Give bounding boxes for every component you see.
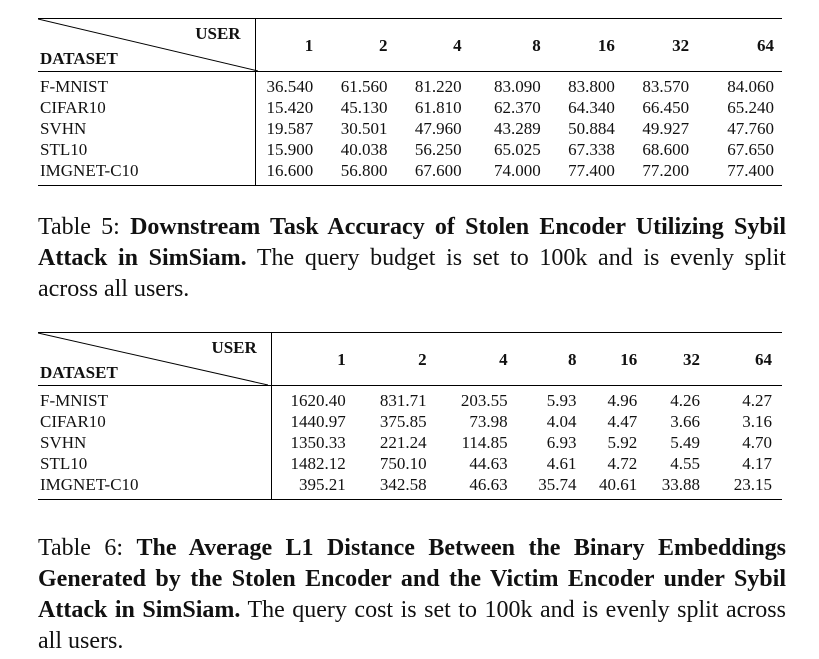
table-row <box>38 139 782 160</box>
cell: 56.250 <box>414 140 462 159</box>
cell: 68.600 <box>642 140 690 159</box>
cell: 4.04 <box>546 412 577 431</box>
table-6-caption <box>38 533 786 657</box>
cell: 831.71 <box>379 391 427 410</box>
col-header: 64 <box>755 349 772 369</box>
cell: 5.49 <box>670 433 700 452</box>
user-header: USER <box>195 24 241 43</box>
cell: 3.66 <box>670 412 700 431</box>
cell: 67.338 <box>568 140 615 159</box>
cell: 77.200 <box>642 161 690 180</box>
cell: 33.88 <box>661 475 700 494</box>
cell: 74.000 <box>493 161 541 180</box>
cell: 5.93 <box>546 391 577 410</box>
cell: 56.800 <box>340 161 388 180</box>
cell: 114.85 <box>461 433 508 452</box>
cell: 5.92 <box>607 433 638 452</box>
table-row <box>38 453 782 474</box>
table-6 <box>38 332 782 500</box>
dataset-name: STL10 <box>38 139 255 160</box>
cell: 47.760 <box>727 119 774 138</box>
cell: 62.370 <box>493 98 541 117</box>
table-header-row <box>38 19 782 72</box>
col-header: 32 <box>682 349 700 369</box>
dataset-name: IMGNET-C10 <box>38 160 255 186</box>
col-header: 2 <box>378 35 388 55</box>
col-header: 2 <box>418 349 427 369</box>
cell: 375.85 <box>379 412 427 431</box>
header-corner-cell <box>38 333 271 386</box>
cell: 77.400 <box>568 161 615 180</box>
cell: 15.420 <box>266 98 314 117</box>
dataset-name: F-MNIST <box>38 386 271 412</box>
cell: 4.27 <box>742 391 772 410</box>
table-row <box>38 160 782 186</box>
caption-title: Downstream Task Accuracy of Stolen Encoder Utilizing Sybil Attack in SimSiam. <box>38 214 787 271</box>
cell: 40.61 <box>598 475 638 494</box>
cell: 67.650 <box>727 140 774 159</box>
cell: 1440.97 <box>290 412 346 431</box>
cell: 1482.12 <box>290 454 346 473</box>
table-row <box>38 118 782 139</box>
dataset-name: SVHN <box>38 118 255 139</box>
cell: 61.560 <box>340 77 388 96</box>
cell: 77.400 <box>727 161 774 180</box>
dataset-header: DATASET <box>40 49 118 68</box>
cell: 1620.40 <box>290 391 346 410</box>
cell: 45.130 <box>340 98 388 117</box>
cell: 64.340 <box>568 98 615 117</box>
cell: 83.800 <box>568 77 615 96</box>
cell: 35.74 <box>538 475 577 494</box>
cell: 30.501 <box>340 119 388 138</box>
table-row <box>38 72 782 98</box>
table-row <box>38 97 782 118</box>
cell: 50.884 <box>568 119 615 138</box>
col-header: 8 <box>567 349 577 369</box>
cell: 49.927 <box>642 119 690 138</box>
table-row <box>38 386 782 412</box>
table-row <box>38 411 782 432</box>
dataset-name: IMGNET-C10 <box>38 474 271 500</box>
user-header: USER <box>211 338 257 357</box>
dataset-name: F-MNIST <box>38 72 255 98</box>
caption-title: The Average L1 Distance Between the Binary Embeddings Generated by the Stolen Encoder and the Victim Encoder under Sybil Attack in SimSiam. <box>38 535 787 623</box>
cell: 83.570 <box>642 77 690 96</box>
table-5 <box>38 18 782 186</box>
caption-text: The query budget is set to 100k and is evenly split across all users. <box>38 245 786 302</box>
caption-text: The query cost is set to 100k and is evenly split across all users. <box>38 597 786 654</box>
cell: 16.600 <box>266 161 314 180</box>
caption-label: Table 6: <box>38 535 124 561</box>
cell: 3.16 <box>742 412 772 431</box>
cell: 40.038 <box>340 140 388 159</box>
col-header: 64 <box>757 35 774 55</box>
dataset-name: SVHN <box>38 432 271 453</box>
cell: 44.63 <box>469 454 508 473</box>
col-header: 8 <box>532 35 541 55</box>
cell: 47.960 <box>414 119 462 138</box>
cell: 203.55 <box>460 391 508 410</box>
cell: 4.17 <box>742 454 772 473</box>
col-header: 32 <box>672 35 690 55</box>
dataset-name: CIFAR10 <box>38 97 255 118</box>
col-header: 16 <box>597 35 615 55</box>
col-header: 16 <box>620 349 638 369</box>
dataset-name: CIFAR10 <box>38 411 271 432</box>
cell: 4.55 <box>670 454 700 473</box>
cell: 15.900 <box>266 140 314 159</box>
col-header: 4 <box>499 349 508 369</box>
cell: 81.220 <box>414 77 462 96</box>
cell: 83.090 <box>493 77 541 96</box>
table-5-caption <box>38 212 786 305</box>
cell: 36.540 <box>266 77 314 96</box>
dataset-header: DATASET <box>40 363 118 382</box>
cell: 4.72 <box>607 454 638 473</box>
cell: 4.26 <box>670 391 700 410</box>
cell: 395.21 <box>298 475 346 494</box>
cell: 4.47 <box>607 412 638 431</box>
cell: 19.587 <box>266 119 314 138</box>
cell: 43.289 <box>493 119 541 138</box>
cell: 4.70 <box>742 433 772 452</box>
cell: 750.10 <box>379 454 427 473</box>
cell: 6.93 <box>546 433 577 452</box>
col-header: 4 <box>453 35 462 55</box>
cell: 84.060 <box>727 77 774 96</box>
header-corner-cell <box>38 19 255 72</box>
cell: 66.450 <box>642 98 690 117</box>
cell: 65.025 <box>493 140 541 159</box>
cell: 221.24 <box>379 433 427 452</box>
cell: 4.96 <box>607 391 638 410</box>
cell: 67.600 <box>414 161 462 180</box>
cell: 1350.33 <box>290 433 346 452</box>
cell: 73.98 <box>469 412 508 431</box>
table-row <box>38 474 782 500</box>
cell: 4.61 <box>546 454 577 473</box>
cell: 46.63 <box>469 475 508 494</box>
cell: 342.58 <box>379 475 427 494</box>
col-header: 1 <box>304 35 314 55</box>
cell: 61.810 <box>414 98 462 117</box>
dataset-name: STL10 <box>38 453 271 474</box>
table-header-row <box>38 333 782 386</box>
caption-label: Table 5: <box>38 214 120 240</box>
col-header: 1 <box>337 349 346 369</box>
cell: 23.15 <box>733 475 772 494</box>
cell: 65.240 <box>727 98 774 117</box>
table-row <box>38 432 782 453</box>
